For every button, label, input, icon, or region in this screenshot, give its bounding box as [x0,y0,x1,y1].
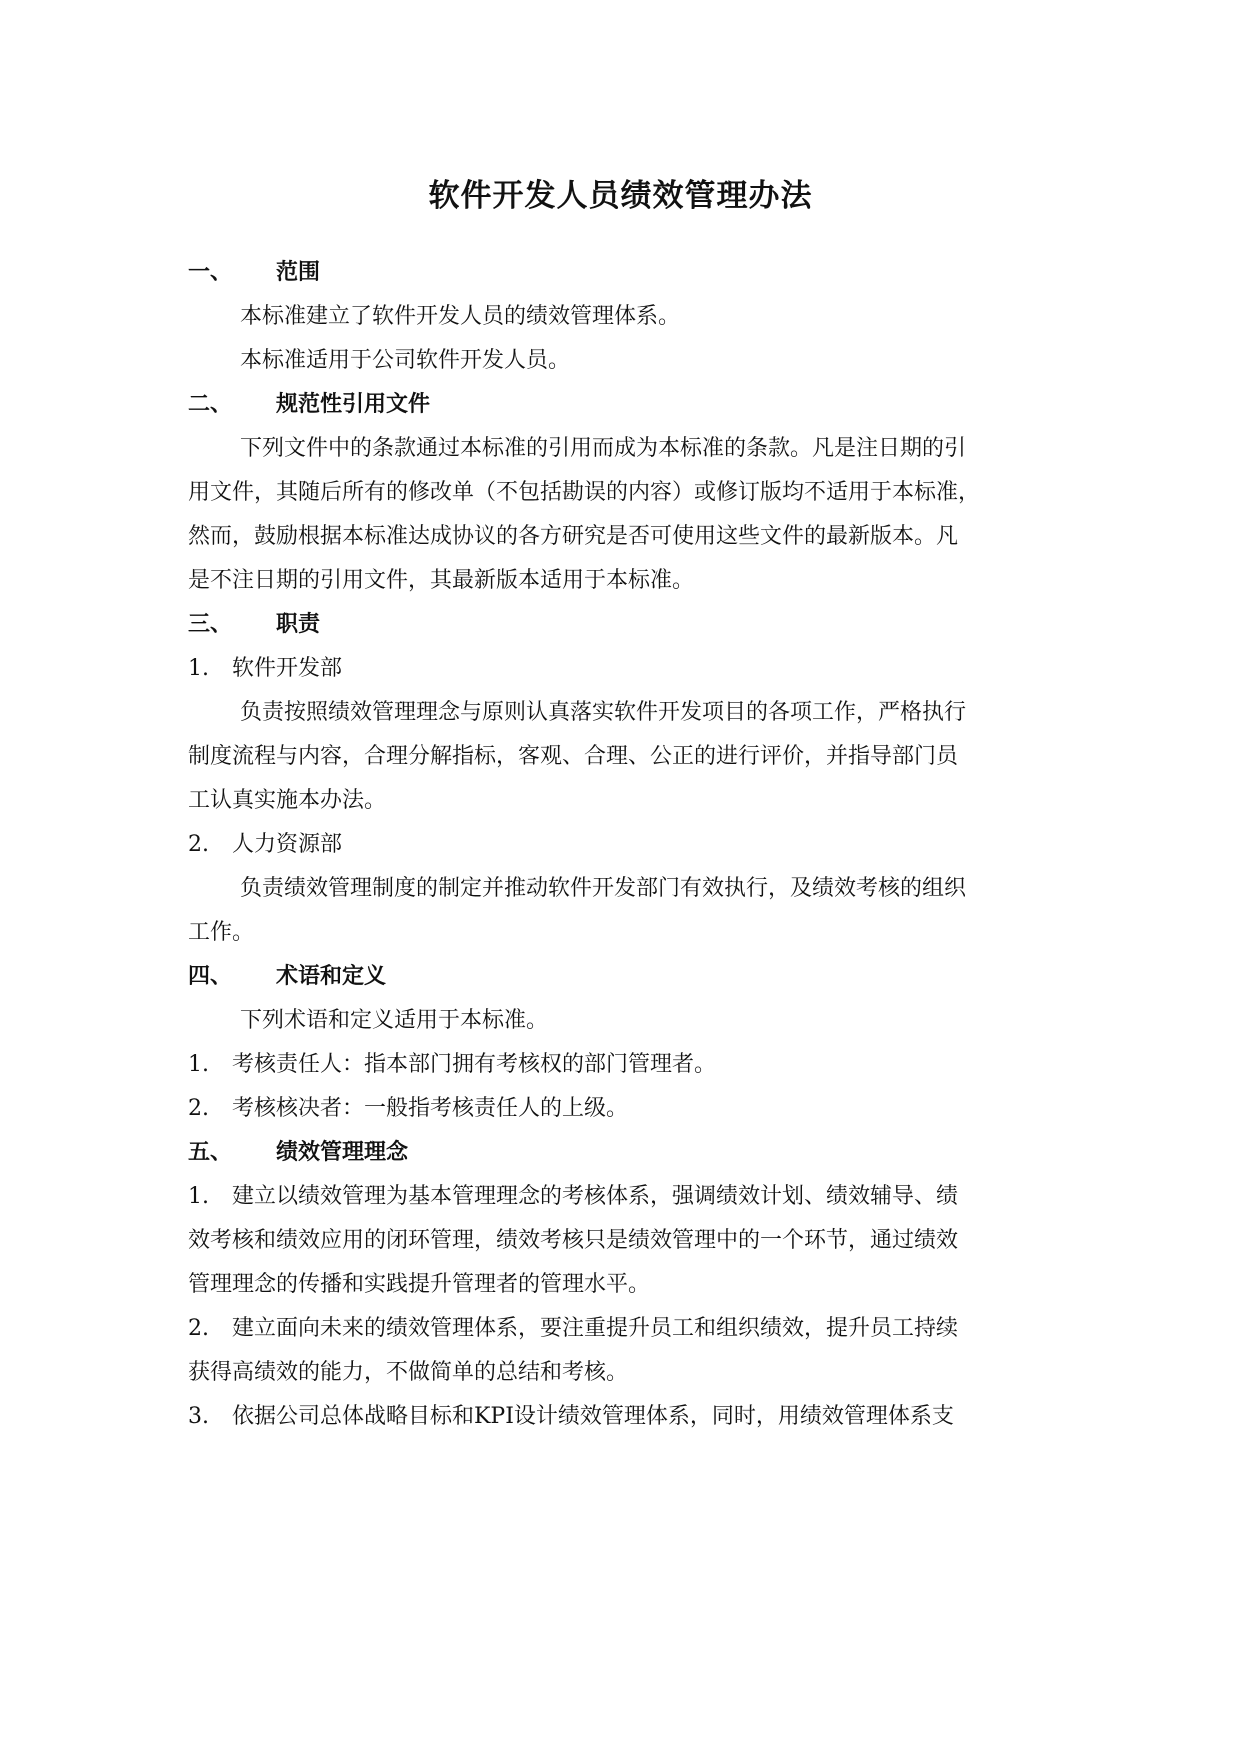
section-heading-scope [188,258,1068,288]
list-text: 考核核决者：一般指考核责任人的上级。 [232,1096,629,1121]
section-number: 五、 [188,1140,233,1165]
paragraph-line: 工作。 [188,920,255,945]
paragraph-line: 负责绩效管理制度的制定并推动软件开发部门有效执行，及绩效考核的组织 [240,876,967,901]
list-number: 3. [188,1404,209,1429]
list-text: 依据公司总体战略目标和KPI设计绩效管理体系，同时，用绩效管理体系支 [232,1404,954,1429]
paragraph-line: 制度流程与内容，合理分解指标，客观、合理、公正的进行评价，并指导部门员 [188,744,959,769]
list-number: 1. [188,656,209,681]
section-heading-duties [188,610,1068,640]
document-title: 软件开发人员绩效管理办法 [428,178,813,214]
section-number: 三、 [188,612,233,637]
paragraph: 本标准适用于公司软件开发人员。 [240,348,571,373]
section-title: 绩效管理理念 [276,1140,409,1165]
list-item [188,654,1068,684]
section-heading-normative [188,390,1068,420]
section-title: 规范性引用文件 [276,392,431,417]
section-number: 四、 [188,964,233,989]
list-item [188,830,1068,860]
section-heading-terms [188,962,1068,992]
section-number: 二、 [188,392,233,417]
paragraph-line: 负责按照绩效管理理念与原则认真落实软件开发项目的各项工作，严格执行 [240,700,967,725]
section-title: 职责 [276,612,321,637]
paragraph-line: 工认真实施本办法。 [188,788,387,813]
list-number: 1. [188,1184,209,1209]
list-label: 人力资源部 [232,832,343,857]
list-number: 2. [188,1096,209,1121]
paragraph-line: 用文件，其随后所有的修改单（不包括勘误的内容）或修订版均不适用于本标准， [188,480,981,505]
list-number: 2. [188,832,209,857]
list-number: 2. [188,1316,209,1341]
paragraph-line: 是不注日期的引用文件，其最新版本适用于本标准。 [188,568,695,593]
list-item [188,1402,1068,1432]
list-text: 建立以绩效管理为基本管理理念的考核体系，强调绩效计划、绩效辅导、绩 [232,1184,959,1209]
list-number: 1. [188,1052,209,1077]
paragraph-line: 效考核和绩效应用的闭环管理，绩效考核只是绩效管理中的一个环节，通过绩效 [188,1228,959,1253]
section-number: 一、 [188,260,233,285]
list-item [188,1094,1068,1124]
paragraph: 本标准建立了软件开发人员的绩效管理体系。 [240,304,681,329]
paragraph-line: 管理理念的传播和实践提升管理者的管理水平。 [188,1272,651,1297]
paragraph: 下列术语和定义适用于本标准。 [240,1008,549,1033]
section-title: 范围 [276,260,321,285]
paragraph-line: 获得高绩效的能力，不做简单的总结和考核。 [188,1360,629,1385]
list-text: 考核责任人：指本部门拥有考核权的部门管理者。 [232,1052,717,1077]
list-item [188,1314,1068,1344]
list-item [188,1050,1068,1080]
list-item [188,1182,1068,1212]
section-title: 术语和定义 [276,964,387,989]
paragraph-line: 下列文件中的条款通过本标准的引用而成为本标准的条款。凡是注日期的引 [240,436,967,461]
list-label: 软件开发部 [232,656,343,681]
section-heading-philosophy [188,1138,1068,1168]
list-text: 建立面向未来的绩效管理体系，要注重提升员工和组织绩效，提升员工持续 [232,1316,959,1341]
paragraph-line: 然而，鼓励根据本标准达成协议的各方研究是否可使用这些文件的最新版本。凡 [188,524,959,549]
